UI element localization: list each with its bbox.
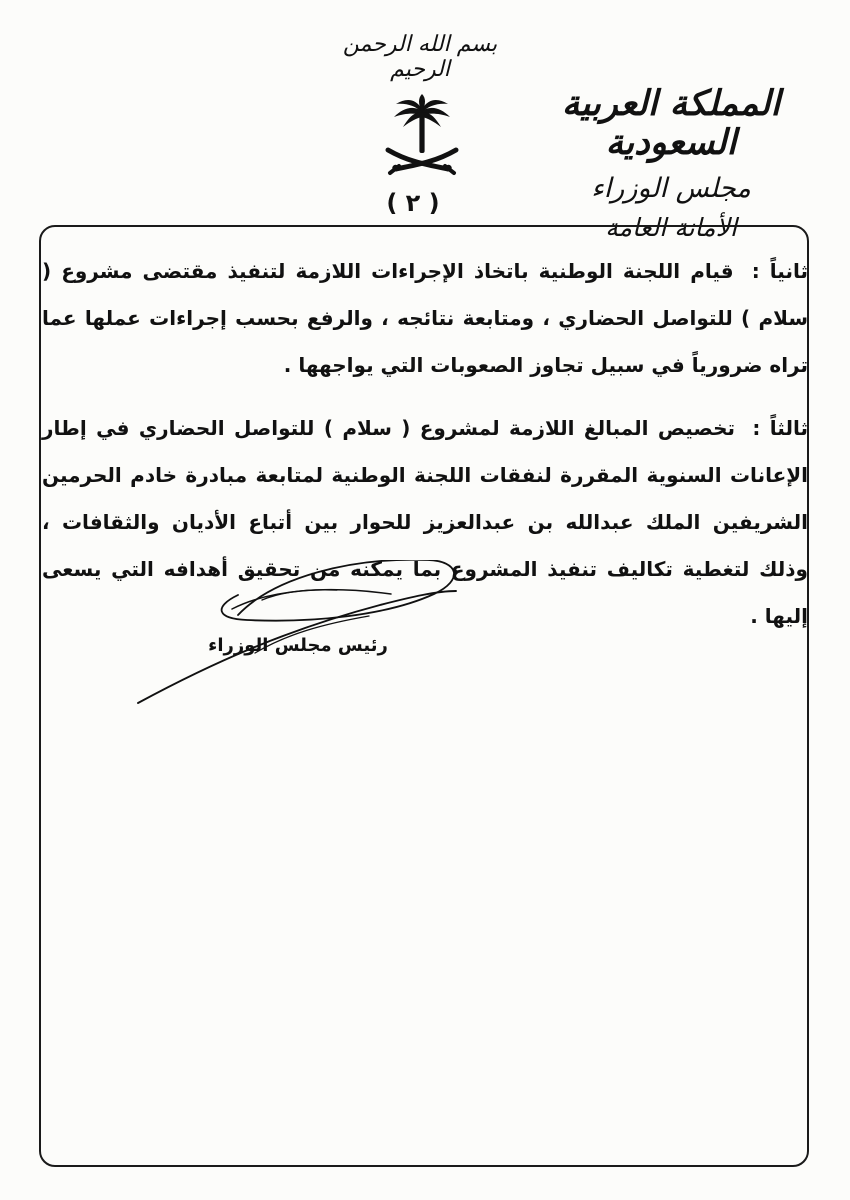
basmala-heading: بسم الله الرحمن الرحيم [342, 32, 498, 82]
clause-second-label: ثانياً : [751, 259, 809, 283]
general-secretariat-name: الأمانة العامة [605, 212, 737, 242]
clause-second [42, 248, 808, 389]
clause-third-text: تخصيص المبالغ اللازمة لمشروع ( سلام ) للتواصل الحضاري في إطار الإعانات السنوية المقررة لنفقات اللجنة الوطنية لمتابعة مبادرة خادم الحرمين الشريفين الملك عبدالله بن عبدالعزيز للحوار بين أتباع الأديان والثقافات ، وذلك لتغطية تكاليف تنفيذ المشروع بما يمكنه من تحقيق أهدافه التي يسعى إليها . [42, 416, 808, 628]
page-number: ( ٢ ) [386, 189, 440, 217]
clause-second-text: قيام اللجنة الوطنية باتخاذ الإجراءات اللازمة لتنفيذ مقتضى مشروع ( سلام ) للتواصل الحضاري ، ومتابعة نتائجه ، والرفع بحسب إجراءات عملها عما تراه ضرورياً في سبيل تجاوز الصعوبات التي يواجهها . [42, 259, 808, 377]
clause-third-label: ثالثاً : [752, 416, 808, 440]
kingdom-name: المملكة العربية السعودية [561, 83, 781, 163]
council-name: مجلس الوزراء [591, 173, 751, 204]
letterhead [536, 75, 806, 241]
palm-and-crossed-swords-emblem-icon [372, 92, 472, 178]
signatory-title: رئيس مجلس الوزراء [208, 635, 388, 656]
